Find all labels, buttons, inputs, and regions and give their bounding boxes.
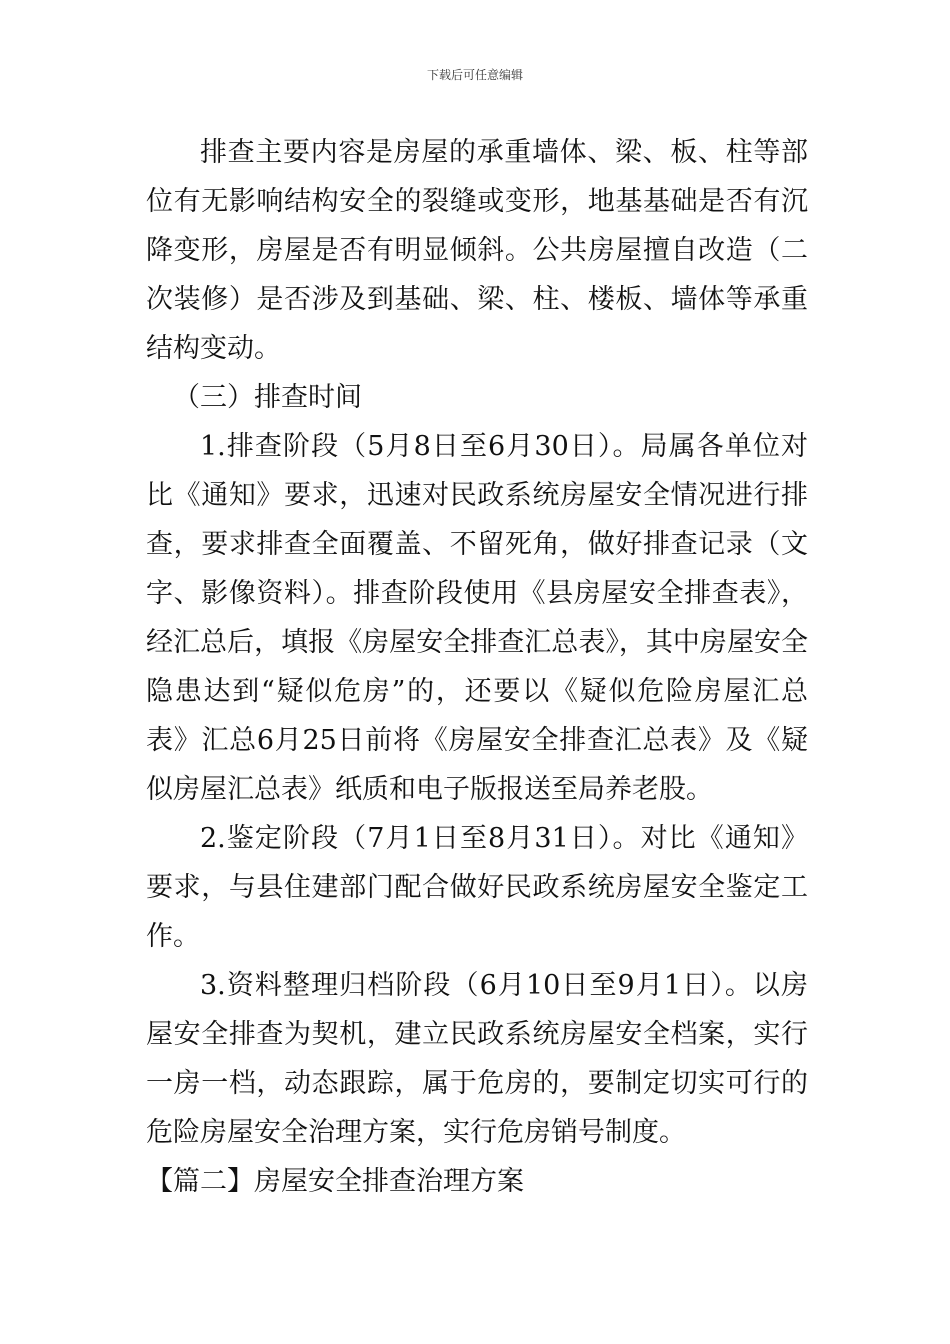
paragraph-archiving-stage: 3.资料整理归档阶段（6月10日至9月1日）。以房屋安全排查为契机，建立民政系统房屋安全档案，实行一房一档，动态跟踪，属于危房的，要制定切实可行的危险房屋安全治理方案，实行危房销号制度。 — [146, 970, 808, 1148]
document-body — [146, 128, 808, 1206]
paragraph-inspection-stage: 1.排查阶段（5月8日至6月30日）。局属各单位对比《通知》要求，迅速对民政系统房屋安全情况进行排查，要求排查全面覆盖、不留死角，做好排查记录（文字、影像资料）。排查阶段使用《县房屋安全排查表》，经汇总后，填报《房屋安全排查汇总表》，其中房屋安全隐患达到“疑似危房”的，还要以《疑似危险房屋汇总表》汇总6月25日前将《房屋安全排查汇总表》及《疑似房屋汇总表》纸质和电子版报送至局养老股。 — [146, 431, 808, 805]
page-header: 下载后可任意编辑 — [426, 68, 523, 82]
paragraph-appraisal-stage: 2.鉴定阶段（7月1日至8月31日）。对比《通知》要求，与县住建部门配合做好民政系统房屋安全鉴定工作。 — [146, 823, 808, 952]
heading-part-two: 【篇二】房屋安全排查治理方案 — [146, 1166, 524, 1197]
paragraph-inspection-content: 排查主要内容是房屋的承重墙体、梁、板、柱等部位有无影响结构安全的裂缝或变形，地基基础是否有沉降变形，房屋是否有明显倾斜。公共房屋擅自改造（二次装修）是否涉及到基础、梁、柱、楼板、墙体等承重结构变动。 — [146, 137, 808, 364]
heading-inspection-time: （三）排查时间 — [173, 382, 362, 413]
